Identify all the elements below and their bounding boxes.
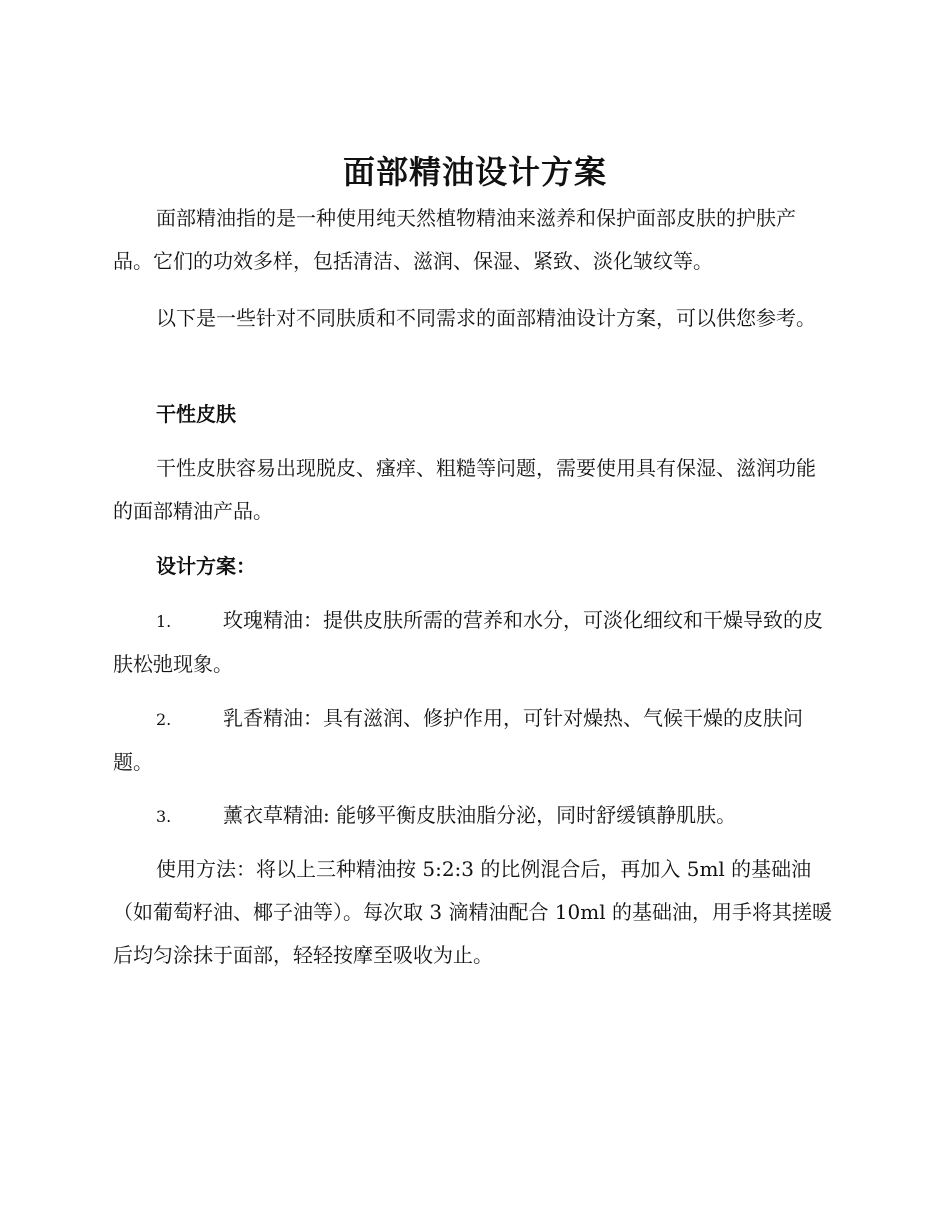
list-item-number: 2. — [156, 710, 172, 729]
list-item — [113, 599, 833, 686]
section-heading-dry-skin: 干性皮肤 — [156, 402, 236, 426]
design-plan-heading: 设计方案： — [156, 554, 256, 578]
list-item-text: 玫瑰精油：提供皮肤所需的营养和水分，可淡化细纹和干燥导致的皮肤松弛现象。 — [113, 608, 823, 676]
list-item — [113, 697, 833, 784]
list-item-text: 乳香精油：具有滋润、修护作用，可针对燥热、气候干燥的皮肤问题。 — [113, 706, 803, 774]
list-item-number: 1. — [156, 612, 172, 631]
list-item — [113, 794, 833, 838]
document-title: 面部精油设计方案 — [342, 153, 607, 191]
intro-paragraph-2: 以下是一些针对不同肤质和不同需求的面部精油设计方案，可以供您参考。 — [156, 306, 816, 330]
usage-paragraph: 使用方法：将以上三种精油按 5:2:3 的比例混合后，再加入 5ml 的基础油（如葡萄籽油、椰子油等）。每次取 3 滴精油配合 10ml 的基础油，用手将其搓暖后均匀涂抹于面部，轻轻按摩至吸收为止。 — [113, 857, 832, 967]
list-item-text: 薰衣草精油: 能够平衡皮肤油脂分泌，同时舒缓镇静肌肤。 — [223, 803, 737, 827]
list-item-number: 3. — [156, 807, 172, 826]
intro-paragraph-1: 面部精油指的是一种使用纯天然植物精油来滋养和保护面部皮肤的护肤产品。它们的功效多样，包括清洁、滋润、保湿、紧致、淡化皱纹等。 — [113, 206, 796, 273]
dry-skin-description: 干性皮肤容易出现脱皮、瘙痒、粗糙等问题，需要使用具有保湿、滋润功能的面部精油产品。 — [113, 456, 816, 523]
